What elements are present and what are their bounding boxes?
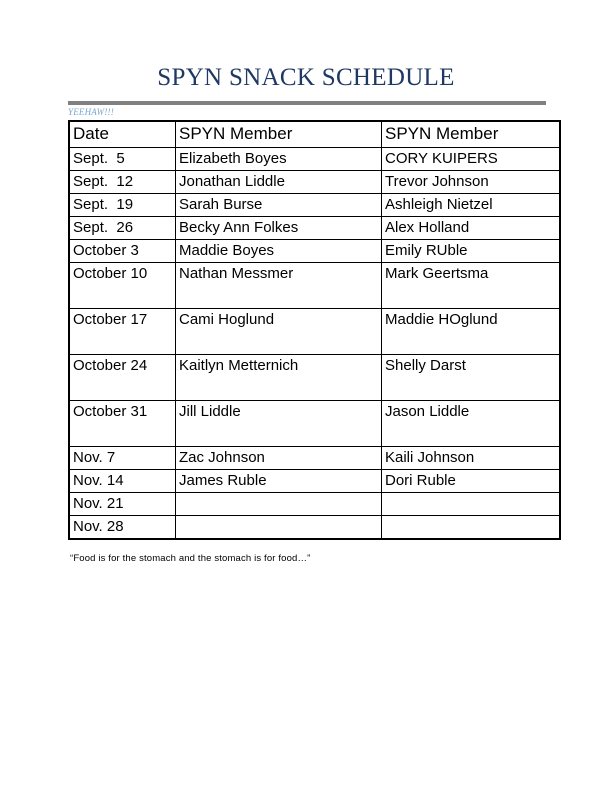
cell-date: October 24 <box>69 354 176 400</box>
cell-date: October 10 <box>69 262 176 308</box>
cell-member1: Cami Hoglund <box>176 308 382 354</box>
cell-date: October 3 <box>69 239 176 262</box>
cell-member2: Jason Liddle <box>382 400 561 446</box>
table-row <box>69 400 560 446</box>
table-header-row <box>69 121 560 148</box>
cell-date: Sept. 5 <box>69 147 176 170</box>
cell-date: October 17 <box>69 308 176 354</box>
column-header-member2: SPYN Member <box>382 121 561 148</box>
cell-date: October 31 <box>69 400 176 446</box>
column-header-member1: SPYN Member <box>176 121 382 148</box>
cell-date: Sept. 19 <box>69 193 176 216</box>
table-row <box>69 193 560 216</box>
cell-member2: Dori Ruble <box>382 469 561 492</box>
cell-member2 <box>382 492 561 515</box>
table-row <box>69 147 560 170</box>
schedule-table-container <box>0 120 612 540</box>
cell-member1: Kaitlyn Metternich <box>176 354 382 400</box>
schedule-table-body <box>69 121 560 539</box>
cell-member2: CORY KUIPERS <box>382 147 561 170</box>
cell-member2: Shelly Darst <box>382 354 561 400</box>
table-row <box>69 239 560 262</box>
cell-date: Sept. 26 <box>69 216 176 239</box>
cell-member1: Nathan Messmer <box>176 262 382 308</box>
cell-date: Nov. 7 <box>69 446 176 469</box>
cell-member1: Sarah Burse <box>176 193 382 216</box>
cell-member2: Ashleigh Nietzel <box>382 193 561 216</box>
table-row <box>69 446 560 469</box>
page-title: SPYN SNACK SCHEDULE <box>157 64 455 91</box>
cell-member2: Mark Geertsma <box>382 262 561 308</box>
cell-member2: Maddie HOglund <box>382 308 561 354</box>
cell-member1: Zac Johnson <box>176 446 382 469</box>
table-row <box>69 216 560 239</box>
tagline-text: YEEHAW!!! <box>68 106 114 117</box>
footer-quote: “Food is for the stomach and the stomach is for food…” <box>70 552 311 564</box>
column-header-date: Date <box>69 121 176 148</box>
cell-member2: Alex Holland <box>382 216 561 239</box>
table-row <box>69 308 560 354</box>
cell-member1: Jill Liddle <box>176 400 382 446</box>
cell-member1: Elizabeth Boyes <box>176 147 382 170</box>
table-row <box>69 469 560 492</box>
cell-member1 <box>176 492 382 515</box>
cell-member1: Becky Ann Folkes <box>176 216 382 239</box>
table-row <box>69 515 560 539</box>
cell-date: Nov. 28 <box>69 515 176 539</box>
cell-member2: Trevor Johnson <box>382 170 561 193</box>
cell-date: Nov. 14 <box>69 469 176 492</box>
cell-date: Nov. 21 <box>69 492 176 515</box>
cell-date: Sept. 12 <box>69 170 176 193</box>
cell-member1 <box>176 515 382 539</box>
cell-member1: Jonathan Liddle <box>176 170 382 193</box>
cell-member2: Kaili Johnson <box>382 446 561 469</box>
cell-member1: James Ruble <box>176 469 382 492</box>
table-row <box>69 492 560 515</box>
horizontal-rule <box>68 101 546 105</box>
cell-member1: Maddie Boyes <box>176 239 382 262</box>
cell-member2: Emily RUble <box>382 239 561 262</box>
table-row <box>69 354 560 400</box>
table-row <box>69 262 560 308</box>
cell-member2 <box>382 515 561 539</box>
snack-schedule-table <box>68 120 561 540</box>
title-rule-container <box>0 101 612 105</box>
table-row <box>69 170 560 193</box>
